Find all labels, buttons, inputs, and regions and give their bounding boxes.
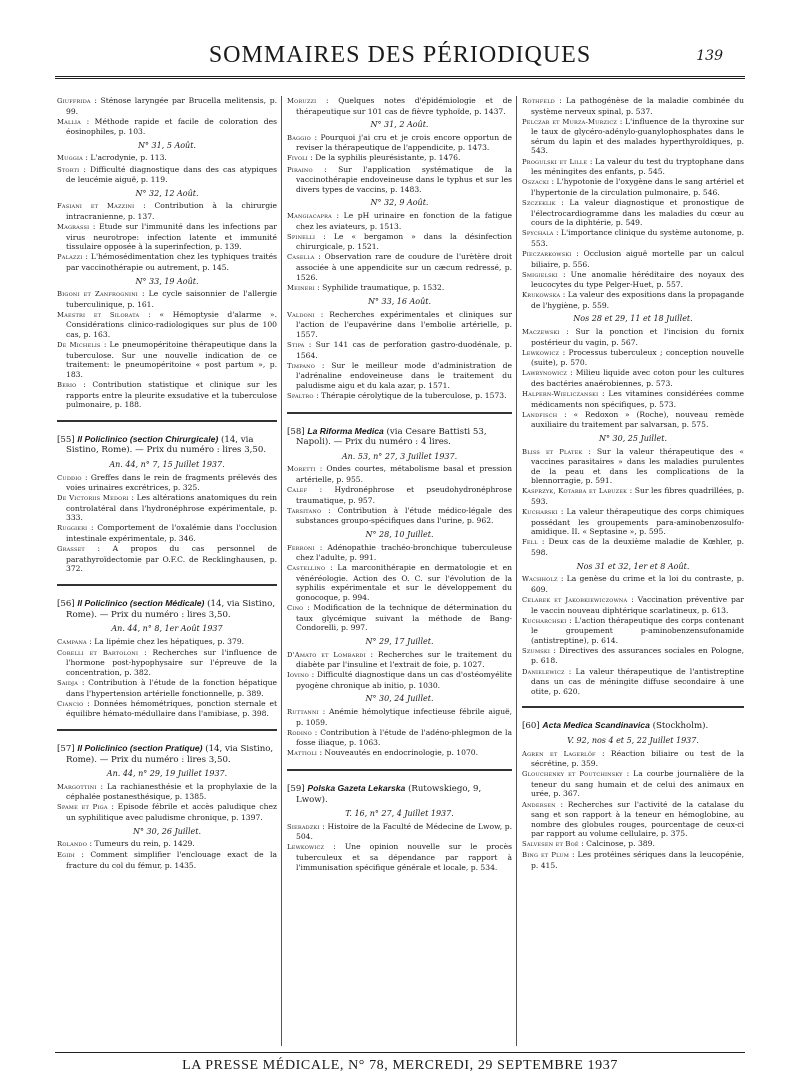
journal-number: [57] (57, 743, 75, 754)
article-author: Mangiacapra (287, 211, 332, 220)
article-author: Szumski (522, 646, 550, 655)
article-entry (287, 165, 512, 195)
journal-details: (14, via Sistino, Rome). — Prix du numéro : lires 3,50. (66, 743, 274, 765)
article-title: : Etude sur l'immunité dans les infections par virus neurotrope: infection latente et immunité tissulaire opposée à la superinfection, p. 139. (66, 222, 277, 252)
article-title: : La marconithérapie en dermatologie et en vénéréologie. Action des O. C. sur l'évolution de la syphilis expérimentale et sur le développement du gonocoque, p. 994. (296, 563, 512, 603)
article-entry (287, 670, 512, 690)
article-author: Spame et Piga (57, 803, 108, 812)
article-title: : La valeur du test du tryptophane dans les méningites des enfants, p. 545. (531, 156, 744, 177)
article-author: Casella (287, 253, 315, 262)
article-entry (57, 839, 277, 850)
journal-name: Il Policlinico (section Pratique) (77, 742, 203, 753)
article-title: : L'hémosédimentation chez les typhiques traités par vaccinothérapie ou autrement, p. 145. (66, 252, 277, 272)
article-title: : Tumeurs du rein, p. 1429. (89, 839, 195, 849)
issue-heading: N° 30, 25 Juillet. (598, 434, 668, 443)
article-title: : Contribution à l'étude de la fonction hépatique dans l'hypertension artérielle fonctionnelle, p. 389. (66, 678, 277, 698)
article-author: Egidi (57, 851, 75, 860)
article-entry (522, 616, 744, 646)
article-author: Glouchenky et Poutchinsky (522, 770, 623, 779)
section-divider (57, 584, 277, 586)
article-entry (287, 650, 512, 670)
article-author: Halpern-Wieliczanski (522, 390, 599, 399)
article-author: Castellino (287, 564, 326, 573)
article-title: : Thérapie cérolytique de la tuberculose, p. 1573. (316, 391, 507, 401)
article-title: : Sur la valeur thérapeutique des « vaccines parasitaires » dans les maladies purulentes de la peau et dans les complications de la blennorragie, p. 591. (531, 446, 744, 486)
section-divider (57, 420, 277, 422)
article-entry (57, 678, 277, 698)
article-author: Bing et Plum (522, 851, 570, 860)
article-author: Tarsitano (287, 506, 322, 515)
article-title: : Les protéines sériques dans la leucopénie, p. 415. (531, 850, 744, 871)
article-title: : Processus tuberculeux ; conception nouvelle (suite), p. 570. (531, 347, 744, 368)
journal-heading (522, 720, 744, 732)
article-title: : La courbe journalière de la teneur du sang humain et de celui des animaux en urée, p. 367. (531, 769, 744, 799)
article-entry (57, 473, 277, 493)
article-author: D'Amato et Lombardi (287, 650, 366, 659)
article-title: : Recherches expérimentales et cliniques sur l'action de l'eupavérine dans l'embolie artérielle, p. 1557. (296, 309, 512, 339)
article-author: Baggio (287, 133, 311, 142)
article-entry (287, 842, 512, 872)
journal-heading (287, 426, 512, 448)
article-title: : Syphilide traumatique, p. 1532. (317, 282, 445, 292)
article-author: Meineri (287, 283, 315, 292)
article-author: Sieradzki (287, 822, 320, 831)
article-entry (57, 222, 277, 252)
article-title: : Difficulté diagnostique dans un cas d'ostéomyélite pyogène chronique ab initio, p. 1030. (296, 670, 512, 690)
article-author: Fasiani et Mazzini (57, 202, 135, 211)
article-entry (287, 211, 512, 231)
article-author: Margottini (57, 782, 97, 791)
page-header (55, 40, 745, 72)
article-author: Ciancio (57, 699, 84, 708)
article-entry (287, 506, 512, 526)
article-author: Kasprzyk, Kotarba et Labuzek (522, 487, 628, 496)
article-entry (522, 410, 744, 430)
article-title: : Anémie hémolytique infectieuse fébrile aiguë, p. 1059. (296, 706, 512, 727)
journal-heading (57, 743, 277, 765)
article-author: Saidja (57, 679, 79, 688)
issue-heading: N° 30, 24 Juillet. (365, 694, 434, 704)
article-title: : Contribution à la chirurgie intracranienne, p. 137. (66, 201, 277, 221)
article-author: Fivoli (287, 154, 308, 163)
article-entry (287, 391, 512, 402)
journal-name: Acta Medica Scandinavica (542, 720, 650, 731)
article-author: Timpano (287, 361, 316, 370)
article-entry (522, 290, 744, 310)
article-title: : La valeur diagnostique et pronostique de l'électrocardiogramme dans les maladies du cœur au cours de la diphtérie, p. 549. (531, 197, 744, 228)
article-entry (57, 117, 277, 137)
article-entry (522, 769, 744, 799)
article-author: Pieczarkowski (522, 249, 572, 258)
issue-heading: An. 44, n° 29, 19 Juillet 1937. (106, 769, 228, 779)
article-author: Rothfeld (522, 97, 555, 105)
issue-heading: N° 31, 2 Août. (370, 120, 429, 130)
article-author: Wachholz (522, 575, 558, 584)
article-entry (287, 232, 512, 252)
journal-name: Il Policlinico (section Chirurgicale) (77, 433, 219, 444)
article-author: Szczeklik (522, 198, 556, 207)
article-title: : Les vitamines considérées comme médicaments non spécifiques, p. 573. (531, 389, 744, 409)
article-title: : La valeur thérapeutique des corps chimiques possédant les groupements para-aminobenzosulfo-amidique. II. « Septasine », p. 595. (531, 507, 744, 537)
article-entry (57, 544, 277, 574)
article-title: : Occlusion aiguë mortelle par un calcul biliaire, p. 556. (531, 248, 744, 269)
article-title: : L'acrodynie, p. 113. (85, 153, 167, 163)
article-title: : La valeur des expositions dans la propagande de l'hygiène, p. 559. (531, 290, 744, 310)
article-entry (287, 96, 512, 116)
issue-heading: Nos 28 et 29, 11 et 18 Juillet. (573, 314, 693, 324)
article-title: : Milieu liquide avec coton pour les cultures des bactéries anaérobiennes, p. 573. (531, 368, 744, 389)
article-author: Moruzzi (287, 97, 317, 105)
article-author: Mallia (57, 117, 81, 126)
article-title: : De la syphilis pleurésistante, p. 1476. (310, 153, 461, 163)
article-entry (287, 464, 512, 484)
article-title: : Hydronéphrose et pseudohydronéphrose traumatique, p. 957. (296, 485, 512, 505)
journal-number: [55] (57, 434, 75, 445)
issue-heading: N° 33, 16 Août. (367, 297, 432, 307)
journal-details: (via Cesare Battisti 53, Napoli). — Prix du numéro : 4 lires. (296, 426, 487, 448)
article-entry (522, 839, 744, 850)
article-author: Bigoni et Zanfrognini (57, 290, 138, 299)
issue-heading: N° 32, 12 Août. (135, 188, 199, 198)
article-entry (287, 563, 512, 602)
journal-name: Polska Gazeta Lekarska (307, 782, 406, 793)
journal-name: Il Policlinico (section Médicale) (77, 597, 205, 608)
article-author: Agren et Lagerlöf (522, 749, 596, 758)
article-title: : Calcinose, p. 389. (581, 839, 655, 849)
article-author: Grasset (57, 545, 85, 554)
article-title: : Contribution à l'étude de l'adéno-phlegmon de la fosse iliaque, p. 1063. (296, 727, 512, 748)
article-author: Valdoni (287, 310, 315, 319)
article-author: Cino (287, 604, 304, 613)
article-title: : Une opinion nouvelle sur le procès tuberculeux et sa dépendance par rapport à l'immunisation spécifique générale et locale, p. 534. (296, 842, 512, 872)
article-entry (522, 507, 744, 537)
article-title: : Le « bergamon » dans la désinfection chirurgicale, p. 1521. (296, 231, 512, 252)
article-title: : Le pH urinaire en fonction de la fatigue chez les aviateurs, p. 1513. (296, 210, 512, 231)
article-title: : Les altérations anatomiques du rein controlatéral dans l'hydronéphrose expérimentale, p. 333. (66, 493, 277, 523)
article-title: : Quelques notes d'épidémiologie et de thérapeutique sur 101 cas de fièvre typhoïde, p. 1437. (296, 96, 512, 116)
article-author: Corelli et Bartoloni (57, 648, 139, 657)
page-number: 139 (696, 48, 723, 64)
article-author: Palazzi (57, 253, 83, 262)
article-title: : Sur 141 cas de perforation gastro-duodénale, p. 1564. (296, 340, 512, 360)
article-title: : Recherches sur l'influence de l'hormone post-hypophysaire sur l'épreuve de la concentration, p. 382. (66, 647, 277, 677)
article-entry (287, 603, 512, 633)
article-entry (57, 96, 277, 116)
article-entry (57, 802, 277, 822)
article-title: : La rachianesthésie et la prophylaxie de la céphalée postanesthésique, p. 1385. (66, 781, 277, 802)
footer-rule (55, 1052, 745, 1053)
article-title: : Nouveautés en endocrinologie, p. 1070. (319, 748, 479, 758)
article-entry (57, 648, 277, 678)
article-title: : L'importance clinique du système autonome, p. 553. (531, 228, 744, 248)
article-title: : La pathogénèse de la maladie combinée du système nerveux spinal, p. 537. (531, 96, 744, 116)
article-title: : Recherches sur le traitement du diabète par l'insuline et l'extrait de foie, p. 1027. (296, 649, 512, 670)
issue-heading: T. 16, n° 27, 4 Juillet 1937. (345, 809, 454, 819)
article-entry (522, 327, 744, 347)
header-rule (55, 76, 745, 82)
journal-details: (Rutowskiego, 9, Lwow). (296, 783, 482, 805)
article-author: De Victoriis Medori (57, 494, 129, 503)
issue-heading: N° 29, 17 Juillet. (365, 636, 434, 646)
journal-heading (57, 598, 277, 620)
article-title: : L'influence de la thyroxine sur le taux de glycéro-adénylo-guanylophosphates dans le sérum du lapin et des malades hyperthyroïdiques, p. 543. (531, 116, 744, 156)
article-title: : Observation rare de coudure de l'urètère droit associée à une appendicite sur un cæcum redressé, p. 1526. (296, 252, 512, 282)
article-author: Moretti (287, 465, 316, 474)
article-author: Campana (57, 637, 87, 646)
article-title: : L'action thérapeutique des corps contenant le groupement p-aminobenzensufonamide (antistreptine), p. 614. (531, 615, 744, 645)
article-author: Muggia (57, 154, 83, 163)
article-title: : A propos du cas personnel de parathyroïdectomie par O.F.C. de Recklinghausen, p. 372. (66, 544, 277, 574)
issue-heading: An. 44, n° 8, 1er Août 1937 (111, 624, 223, 634)
journal-number: [60] (522, 721, 540, 732)
column-1 (57, 96, 277, 1048)
article-entry (522, 749, 744, 769)
article-title: : La valeur thérapeutique de l'antistreptine dans un cas de méningite diffuse secondaire à une otite, p. 620. (531, 666, 744, 696)
article-entry (522, 117, 744, 156)
article-entry (57, 782, 277, 802)
article-entry (522, 389, 744, 409)
journal-name: La Riforma Medica (307, 425, 384, 436)
article-title: : Données hémométriques, ponction sternale et équilibre hémato-médullaire dans l'amibiase, p. 398. (66, 698, 277, 719)
article-entry (287, 153, 512, 164)
article-title: : Greffes dans le rein de fragments prélevés des voies urinaires excrétrices, p. 325. (66, 472, 277, 493)
journal-number: [59] (287, 783, 305, 794)
article-entry (287, 340, 512, 360)
article-author: Pelczar et Murza-Murzicz (522, 117, 618, 126)
article-entry (57, 252, 277, 272)
article-title: : Sur l'application systématique de la vaccinothérapie endoveineuse dans le typhus et sur les divers types de vaccins, p. 1483. (296, 164, 512, 194)
article-entry (522, 595, 744, 615)
article-author: De Michelis (57, 341, 101, 350)
article-title: : Comment simplifier l'enclouage exact de la fracture du col du fémur, p. 1435. (66, 850, 277, 870)
article-author: Kucharchski (522, 616, 567, 625)
article-title: : Le cycle saisonnier de l'allergie tuberculinique, p. 161. (66, 289, 277, 309)
article-author: Ferroni (287, 543, 315, 552)
article-entry (57, 153, 277, 164)
column-2 (287, 96, 512, 1048)
article-entry (287, 310, 512, 340)
article-entry (57, 380, 277, 410)
article-entry (522, 177, 744, 197)
article-title: : L'hypotonie de l'oxygène dans le sang artériel et l'hypertonie de la circulation pulmonaire, p. 546. (531, 177, 744, 197)
journal-details: (14, via Sistino, Rome). — Prix du numéro : lires 3,50. (66, 598, 276, 620)
article-author: Oszacki (522, 178, 550, 187)
article-entry (522, 850, 744, 870)
article-author: Iovino (287, 671, 309, 680)
article-author: Giuffrida (57, 97, 91, 105)
article-entry (522, 198, 744, 228)
article-title: : Réaction biliaire ou test de la sécrétine, p. 359. (531, 748, 744, 769)
article-author: Andersen (522, 800, 556, 809)
article-entry (522, 646, 744, 666)
article-entry (57, 340, 277, 379)
article-entry (522, 249, 744, 269)
section-divider (522, 706, 744, 708)
issue-heading: N° 32, 9 Août. (370, 198, 429, 208)
article-title: : Sur le meilleur mode d'administration de l'adrénaline endoveineuse dans le traitement du paludisme aigu et du kala azar, p. 1571. (296, 360, 512, 390)
article-title: : « Redoxon » (Roche), nouveau remède auxiliaire du traitement par salvarsan, p. 575. (531, 409, 744, 430)
article-title: : Pourquoi j'ai cru et je crois encore opportun de reviser la thérapeutique de l'appendicite, p. 1473. (296, 132, 512, 153)
header-title: SOMMAIRES DES PÉRIODIQUES (208, 42, 592, 68)
article-author: Ruggieri (57, 524, 88, 533)
issue-heading: V. 92, nos 4 et 5, 22 Juillet 1937. (567, 735, 699, 745)
article-entry (522, 537, 744, 557)
article-entry (522, 368, 744, 388)
article-title: : Sur les fibres quadrillées, p. 593. (531, 486, 744, 507)
article-author: Stipa (287, 341, 305, 350)
article-entry (287, 543, 512, 563)
article-author: Spaltro (287, 392, 314, 401)
section-divider (287, 769, 512, 771)
article-entry (57, 310, 277, 340)
article-author: Storti (57, 165, 80, 174)
article-author: Landfisch (522, 410, 558, 419)
article-title: : La genèse du crime et la loi du contraste, p. 609. (531, 574, 744, 594)
issue-heading: N° 31, 5 Août. (138, 140, 196, 150)
article-entry (287, 485, 512, 505)
article-title: : Sténose laryngée par Brucella melitensis, p. 99. (66, 96, 277, 116)
article-entry (522, 486, 744, 506)
journal-number: [58] (287, 426, 305, 437)
article-title: : La lipémie chez les hépatiques, p. 379. (89, 636, 245, 646)
section-divider (287, 412, 512, 414)
article-title: : Le pneumopéritoine thérapeutique dans la tuberculose. Sur une nouvelle indication de ce traitement: le pneumopéritoine « post partum », p. 183. (66, 340, 277, 379)
article-entry (522, 574, 744, 594)
article-entry (287, 707, 512, 727)
article-author: Cuddio (57, 473, 82, 482)
article-entry (522, 270, 744, 290)
section-divider (57, 729, 277, 731)
issue-heading: An. 44, n° 7, 15 Juillet 1937. (109, 459, 225, 469)
article-entry (522, 228, 744, 248)
article-entry (57, 289, 277, 309)
article-title: : Contribution à l'étude médico-légale des substances groupo-spécifiques dans l'urine, p. 962. (296, 505, 512, 526)
article-author: Danielewicz (522, 667, 565, 676)
article-title: : Adénopathie trachéo-bronchique tuberculeuse chez l'adulte, p. 991. (296, 542, 512, 563)
article-title: : Une anomalie héréditaire des noyaux des leucocytes du type Pelger-Huet, p. 557. (531, 269, 744, 290)
journal-heading (287, 783, 512, 805)
article-title: : Méthode rapide et facile de coloration des éosinophiles, p. 103. (66, 116, 277, 137)
journal-details: (14, via Sistino, Rome). — Prix du numéro : lires 3,50. (66, 434, 267, 456)
article-entry (287, 361, 512, 391)
journal-heading (57, 434, 277, 456)
article-author: Fell (522, 538, 538, 547)
article-title: : Histoire de la Faculté de Médecine de Lwow, p. 504. (296, 821, 512, 842)
article-entry (522, 96, 744, 116)
article-entry (287, 133, 512, 153)
article-entry (57, 523, 277, 543)
article-author: Spychala (522, 229, 554, 238)
article-entry (57, 699, 277, 719)
article-author: Maestri et Silorata (57, 310, 140, 319)
article-author: Lawrynowicz (522, 369, 568, 378)
article-author: Progulski et Lille (522, 157, 588, 166)
article-entry (57, 637, 277, 648)
article-author: Calef (287, 486, 308, 495)
issue-heading: N° 33, 19 Août. (135, 276, 199, 286)
article-author: Ruttanni (287, 707, 319, 716)
article-author: Celarek et Jakobkiewiczowna (522, 595, 628, 604)
article-title: : Directives des assurances sociales en Pologne, p. 618. (531, 645, 744, 666)
issue-heading: Nos 31 et 32, 1er et 8 Août. (576, 561, 690, 571)
article-author: Salvesen et Boë (522, 840, 579, 849)
article-title: : Episode fébrile et accès paludique chez un syphilitique avec paludisme chronique, p. 1397. (66, 802, 277, 823)
article-entry (287, 283, 512, 294)
article-title: : Contribution statistique et clinique sur les rapports entre la pleurite exsudative et la tuberculose pulmonaire, p. 188. (66, 379, 277, 410)
article-entry (522, 348, 744, 368)
journal-number: [56] (57, 598, 75, 609)
article-title: : Sur la ponction et l'incision du fornix postérieur du vagin, p. 567. (531, 327, 744, 347)
article-author: Kucharski (522, 508, 558, 517)
article-entry (287, 748, 512, 759)
article-author: Bliss et Platek (522, 447, 583, 456)
article-title: : Comportement de l'oxalémie dans l'occlusion intestinale expérimentale, p. 346. (66, 523, 277, 544)
issue-heading: N° 30, 26 Juillet. (132, 826, 202, 836)
article-title: : « Hémoptysie d'alarme ». Considérations clinico-radiologiques sur plus de 100 cas, p. 163. (66, 309, 277, 339)
article-entry (57, 493, 277, 523)
article-entry (522, 800, 744, 839)
article-entry (522, 157, 744, 177)
article-entry (57, 201, 277, 221)
column-divider (281, 96, 282, 1046)
article-entry (57, 850, 277, 870)
article-author: Smigielski (522, 270, 558, 279)
issue-heading: An. 53, n° 27, 3 Juillet 1937. (341, 451, 458, 461)
article-entry (522, 667, 744, 697)
article-author: Spinelli (287, 232, 316, 241)
article-author: Lewkowicz (287, 843, 325, 852)
issue-heading: N° 28, 10 Juillet. (365, 529, 434, 539)
article-author: Mattioli (287, 749, 318, 758)
article-author: Rolando (57, 840, 88, 849)
article-title: : Ondes courtes, métabolisme basal et pression artérielle, p. 955. (296, 464, 512, 484)
column-3 (522, 96, 744, 1048)
article-entry (522, 447, 744, 486)
article-author: Lewkowicz (522, 348, 560, 357)
article-author: Magrassi (57, 223, 90, 232)
article-entry (287, 728, 512, 748)
column-divider (516, 96, 517, 1046)
journal-details: (Stockholm). (652, 721, 709, 732)
article-entry (57, 165, 277, 185)
article-title: : Deux cas de la deuxième maladie de Kœhler, p. 598. (531, 537, 744, 558)
article-author: Krukowska (522, 291, 561, 300)
article-title: : Vaccination préventive par le vaccin nouveau diphtérique scarlatineux, p. 613. (531, 594, 744, 615)
article-title: : Modification de la technique de détermination du taux glycémique suivant la méthode de Bang-Condorelli, p. 997. (296, 603, 512, 633)
page-footer: LA PRESSE MÉDICALE, N° 78, MERCREDI, 29 SEPTEMBRE 1937 (182, 1058, 618, 1073)
article-author: Rodino (287, 728, 312, 737)
article-author: Piraino (287, 165, 313, 174)
article-title: : Recherches sur l'activité de la catalase du sang et son rapport à la teneur en hémoglobine, au nombre des globules rouges, pourcentage de ceux-ci par rapport au volume cellulaire, p. 375. (531, 799, 744, 839)
article-entry (287, 822, 512, 842)
article-author: Berio (57, 380, 77, 389)
article-title: : Difficulté diagnostique dans des cas atypiques de leucémie aiguë, p. 119. (66, 164, 277, 185)
article-author: Maczewski (522, 328, 560, 337)
article-entry (287, 252, 512, 282)
